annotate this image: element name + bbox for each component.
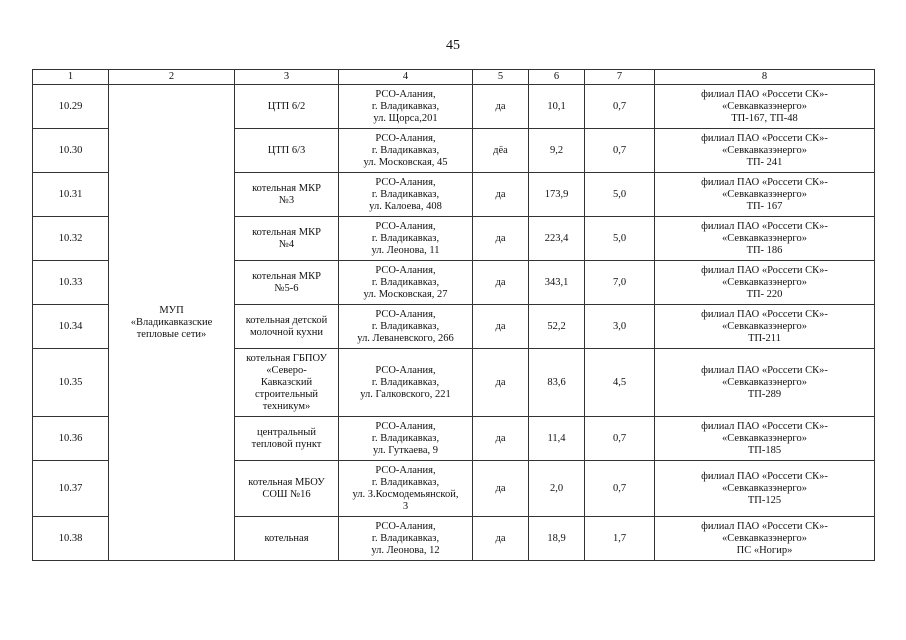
address-line: РСО-Алания, — [375, 176, 436, 188]
address-cell — [339, 129, 473, 173]
object-cell — [235, 417, 339, 461]
table-body — [33, 85, 875, 561]
address-line: ул. Калоева, 408 — [369, 200, 442, 212]
object-cell — [235, 261, 339, 305]
object-cell — [235, 461, 339, 517]
data-table — [32, 69, 875, 561]
value-col7-cell: 1,7 — [585, 517, 655, 561]
network-line: филиал ПАО «Россети СК»- — [701, 132, 828, 144]
address-line: г. Владикавказ, — [371, 320, 440, 332]
value-col7-cell: 0,7 — [585, 461, 655, 517]
object-line: тепловой пункт — [251, 438, 322, 450]
value-col6-cell: 18,9 — [529, 517, 585, 561]
network-cell — [655, 417, 875, 461]
network-cell — [655, 261, 875, 305]
network-line: «Севкавказэнерго» — [722, 482, 807, 494]
address-line: РСО-Алания, — [375, 464, 436, 476]
address-line: РСО-Алания, — [375, 88, 436, 100]
object-line: котельная МКР — [252, 182, 321, 194]
object-line: котельная детской — [245, 314, 328, 326]
row-number-cell: 10.31 — [33, 173, 109, 217]
row-number-cell: 10.36 — [33, 417, 109, 461]
flag-cell: дёа — [473, 129, 529, 173]
network-line: «Севкавказэнерго» — [722, 432, 807, 444]
address-line: РСО-Алания, — [375, 264, 436, 276]
object-line: техникум» — [262, 400, 311, 412]
flag-cell: да — [473, 517, 529, 561]
network-line: филиал ПАО «Россети СК»- — [701, 470, 828, 482]
network-line: «Севкавказэнерго» — [722, 188, 807, 200]
network-line: «Севкавказэнерго» — [722, 376, 807, 388]
network-line: ТП- 167 — [746, 200, 783, 212]
object-line: Кавказский — [260, 376, 313, 388]
row-number-cell: 10.30 — [33, 129, 109, 173]
row-number-cell: 10.32 — [33, 217, 109, 261]
network-line: «Севкавказэнерго» — [722, 100, 807, 112]
column-header: 3 — [235, 70, 339, 85]
organization-cell — [109, 85, 235, 561]
network-line: ТП-125 — [747, 494, 782, 506]
flag-cell: да — [473, 85, 529, 129]
address-line: ул. Леонова, 12 — [371, 544, 440, 556]
column-header: 7 — [585, 70, 655, 85]
address-line: РСО-Алания, — [375, 420, 436, 432]
network-line: ПС «Ногир» — [736, 544, 793, 556]
column-header: 1 — [33, 70, 109, 85]
object-cell — [235, 217, 339, 261]
column-header: 8 — [655, 70, 875, 85]
table-row — [33, 85, 875, 129]
address-line: г. Владикавказ, — [371, 432, 440, 444]
object-line: ЦТП 6/2 — [267, 100, 306, 112]
value-col6-cell: 343,1 — [529, 261, 585, 305]
address-line: г. Владикавказ, — [371, 276, 440, 288]
address-line: РСО-Алания, — [375, 520, 436, 532]
address-line: РСО-Алания, — [375, 220, 436, 232]
object-line: котельная — [264, 532, 309, 544]
address-line: РСО-Алания, — [375, 132, 436, 144]
network-line: филиал ПАО «Россети СК»- — [701, 308, 828, 320]
network-line: филиал ПАО «Россети СК»- — [701, 88, 828, 100]
network-line: «Севкавказэнерго» — [722, 232, 807, 244]
address-cell — [339, 217, 473, 261]
value-col7-cell: 7,0 — [585, 261, 655, 305]
organization-line: «Владикавказские тепловые сети» — [130, 316, 213, 340]
value-col6-cell: 52,2 — [529, 305, 585, 349]
network-line: филиал ПАО «Россети СК»- — [701, 364, 828, 376]
row-number-cell: 10.34 — [33, 305, 109, 349]
flag-cell: да — [473, 305, 529, 349]
page-number: 45 — [446, 38, 460, 53]
flag-cell: да — [473, 261, 529, 305]
address-line: г. Владикавказ, — [371, 144, 440, 156]
object-line: «Северо- — [266, 364, 307, 376]
object-line: центральный — [257, 426, 316, 438]
value-col7-cell: 4,5 — [585, 349, 655, 417]
network-line: ТП-211 — [748, 332, 781, 344]
address-line: г. Владикавказ, — [371, 232, 440, 244]
network-line: ТП- 241 — [746, 156, 783, 168]
object-line: молочной кухни — [249, 326, 324, 338]
value-col7-cell: 5,0 — [585, 217, 655, 261]
address-line: ул. Леонова, 11 — [371, 244, 440, 256]
column-header: 5 — [473, 70, 529, 85]
object-line: ЦТП 6/3 — [267, 144, 306, 156]
value-col6-cell: 11,4 — [529, 417, 585, 461]
address-cell — [339, 261, 473, 305]
object-line: котельная МБОУ — [248, 476, 325, 488]
value-col7-cell: 5,0 — [585, 173, 655, 217]
network-cell — [655, 517, 875, 561]
row-number-cell: 10.33 — [33, 261, 109, 305]
value-col6-cell: 223,4 — [529, 217, 585, 261]
network-line: ТП- 220 — [746, 288, 783, 300]
network-line: «Севкавказэнерго» — [722, 276, 807, 288]
value-col6-cell: 10,1 — [529, 85, 585, 129]
object-cell — [235, 517, 339, 561]
flag-cell: да — [473, 349, 529, 417]
address-line: РСО-Алания, — [375, 364, 436, 376]
address-line: ул. Галковского, 221 — [360, 388, 451, 400]
value-col7-cell: 0,7 — [585, 85, 655, 129]
network-line: «Севкавказэнерго» — [722, 320, 807, 332]
address-line: г. Владикавказ, — [371, 476, 440, 488]
address-line: ул. З.Космодемьянской, — [352, 488, 459, 500]
organization-line: МУП — [159, 304, 184, 316]
value-col6-cell: 9,2 — [529, 129, 585, 173]
value-col7-cell: 0,7 — [585, 417, 655, 461]
flag-cell: да — [473, 461, 529, 517]
column-header: 6 — [529, 70, 585, 85]
address-line: г. Владикавказ, — [371, 376, 440, 388]
value-col6-cell: 2,0 — [529, 461, 585, 517]
address-cell — [339, 305, 473, 349]
network-line: филиал ПАО «Россети СК»- — [701, 520, 828, 532]
network-line: филиал ПАО «Россети СК»- — [701, 420, 828, 432]
network-cell — [655, 85, 875, 129]
address-line: ул. Щорса,201 — [373, 112, 438, 124]
address-line: г. Владикавказ, — [371, 532, 440, 544]
network-line: филиал ПАО «Россети СК»- — [701, 176, 828, 188]
address-line: ул. Московская, 27 — [363, 288, 448, 300]
flag-cell: да — [473, 417, 529, 461]
column-header: 2 — [109, 70, 235, 85]
address-cell — [339, 417, 473, 461]
row-number-cell: 10.29 — [33, 85, 109, 129]
address-line: 3 — [402, 500, 409, 512]
object-line: №3 — [278, 194, 295, 206]
network-line: филиал ПАО «Россети СК»- — [701, 264, 828, 276]
network-line: ТП-289 — [747, 388, 782, 400]
value-col6-cell: 173,9 — [529, 173, 585, 217]
network-line: ТП-185 — [747, 444, 782, 456]
object-cell — [235, 349, 339, 417]
object-line: котельная МКР — [252, 226, 321, 238]
address-cell — [339, 85, 473, 129]
row-number-cell: 10.35 — [33, 349, 109, 417]
object-line: котельная МКР — [252, 270, 321, 282]
network-cell — [655, 461, 875, 517]
row-number-cell: 10.38 — [33, 517, 109, 561]
address-line: г. Владикавказ, — [371, 188, 440, 200]
network-cell — [655, 349, 875, 417]
address-line: ул. Гуткаева, 9 — [372, 444, 439, 456]
address-line: РСО-Алания, — [375, 308, 436, 320]
column-header: 4 — [339, 70, 473, 85]
value-col7-cell: 3,0 — [585, 305, 655, 349]
value-col6-cell: 83,6 — [529, 349, 585, 417]
network-cell — [655, 173, 875, 217]
row-number-cell: 10.37 — [33, 461, 109, 517]
flag-cell: да — [473, 173, 529, 217]
object-cell — [235, 305, 339, 349]
network-line: ТП- 186 — [746, 244, 783, 256]
network-line: «Севкавказэнерго» — [722, 532, 807, 544]
network-cell — [655, 305, 875, 349]
object-line: строительный — [254, 388, 319, 400]
object-cell — [235, 129, 339, 173]
value-col7-cell: 0,7 — [585, 129, 655, 173]
address-line: г. Владикавказ, — [371, 100, 440, 112]
object-line: №5-6 — [274, 282, 299, 294]
header-row — [33, 70, 875, 85]
flag-cell: да — [473, 217, 529, 261]
network-line: ТП-167, ТП-48 — [731, 112, 798, 124]
address-line: ул. Московская, 45 — [363, 156, 448, 168]
network-line: «Севкавказэнерго» — [722, 144, 807, 156]
address-line: ул. Леваневского, 266 — [357, 332, 454, 344]
address-cell — [339, 173, 473, 217]
network-cell — [655, 129, 875, 173]
object-line: СОШ №16 — [262, 488, 311, 500]
object-cell — [235, 85, 339, 129]
object-line: №4 — [278, 238, 295, 250]
network-line: филиал ПАО «Россети СК»- — [701, 220, 828, 232]
network-cell — [655, 217, 875, 261]
object-cell — [235, 173, 339, 217]
address-cell — [339, 461, 473, 517]
address-cell — [339, 349, 473, 417]
address-cell — [339, 517, 473, 561]
object-line: котельная ГБПОУ — [246, 352, 327, 364]
